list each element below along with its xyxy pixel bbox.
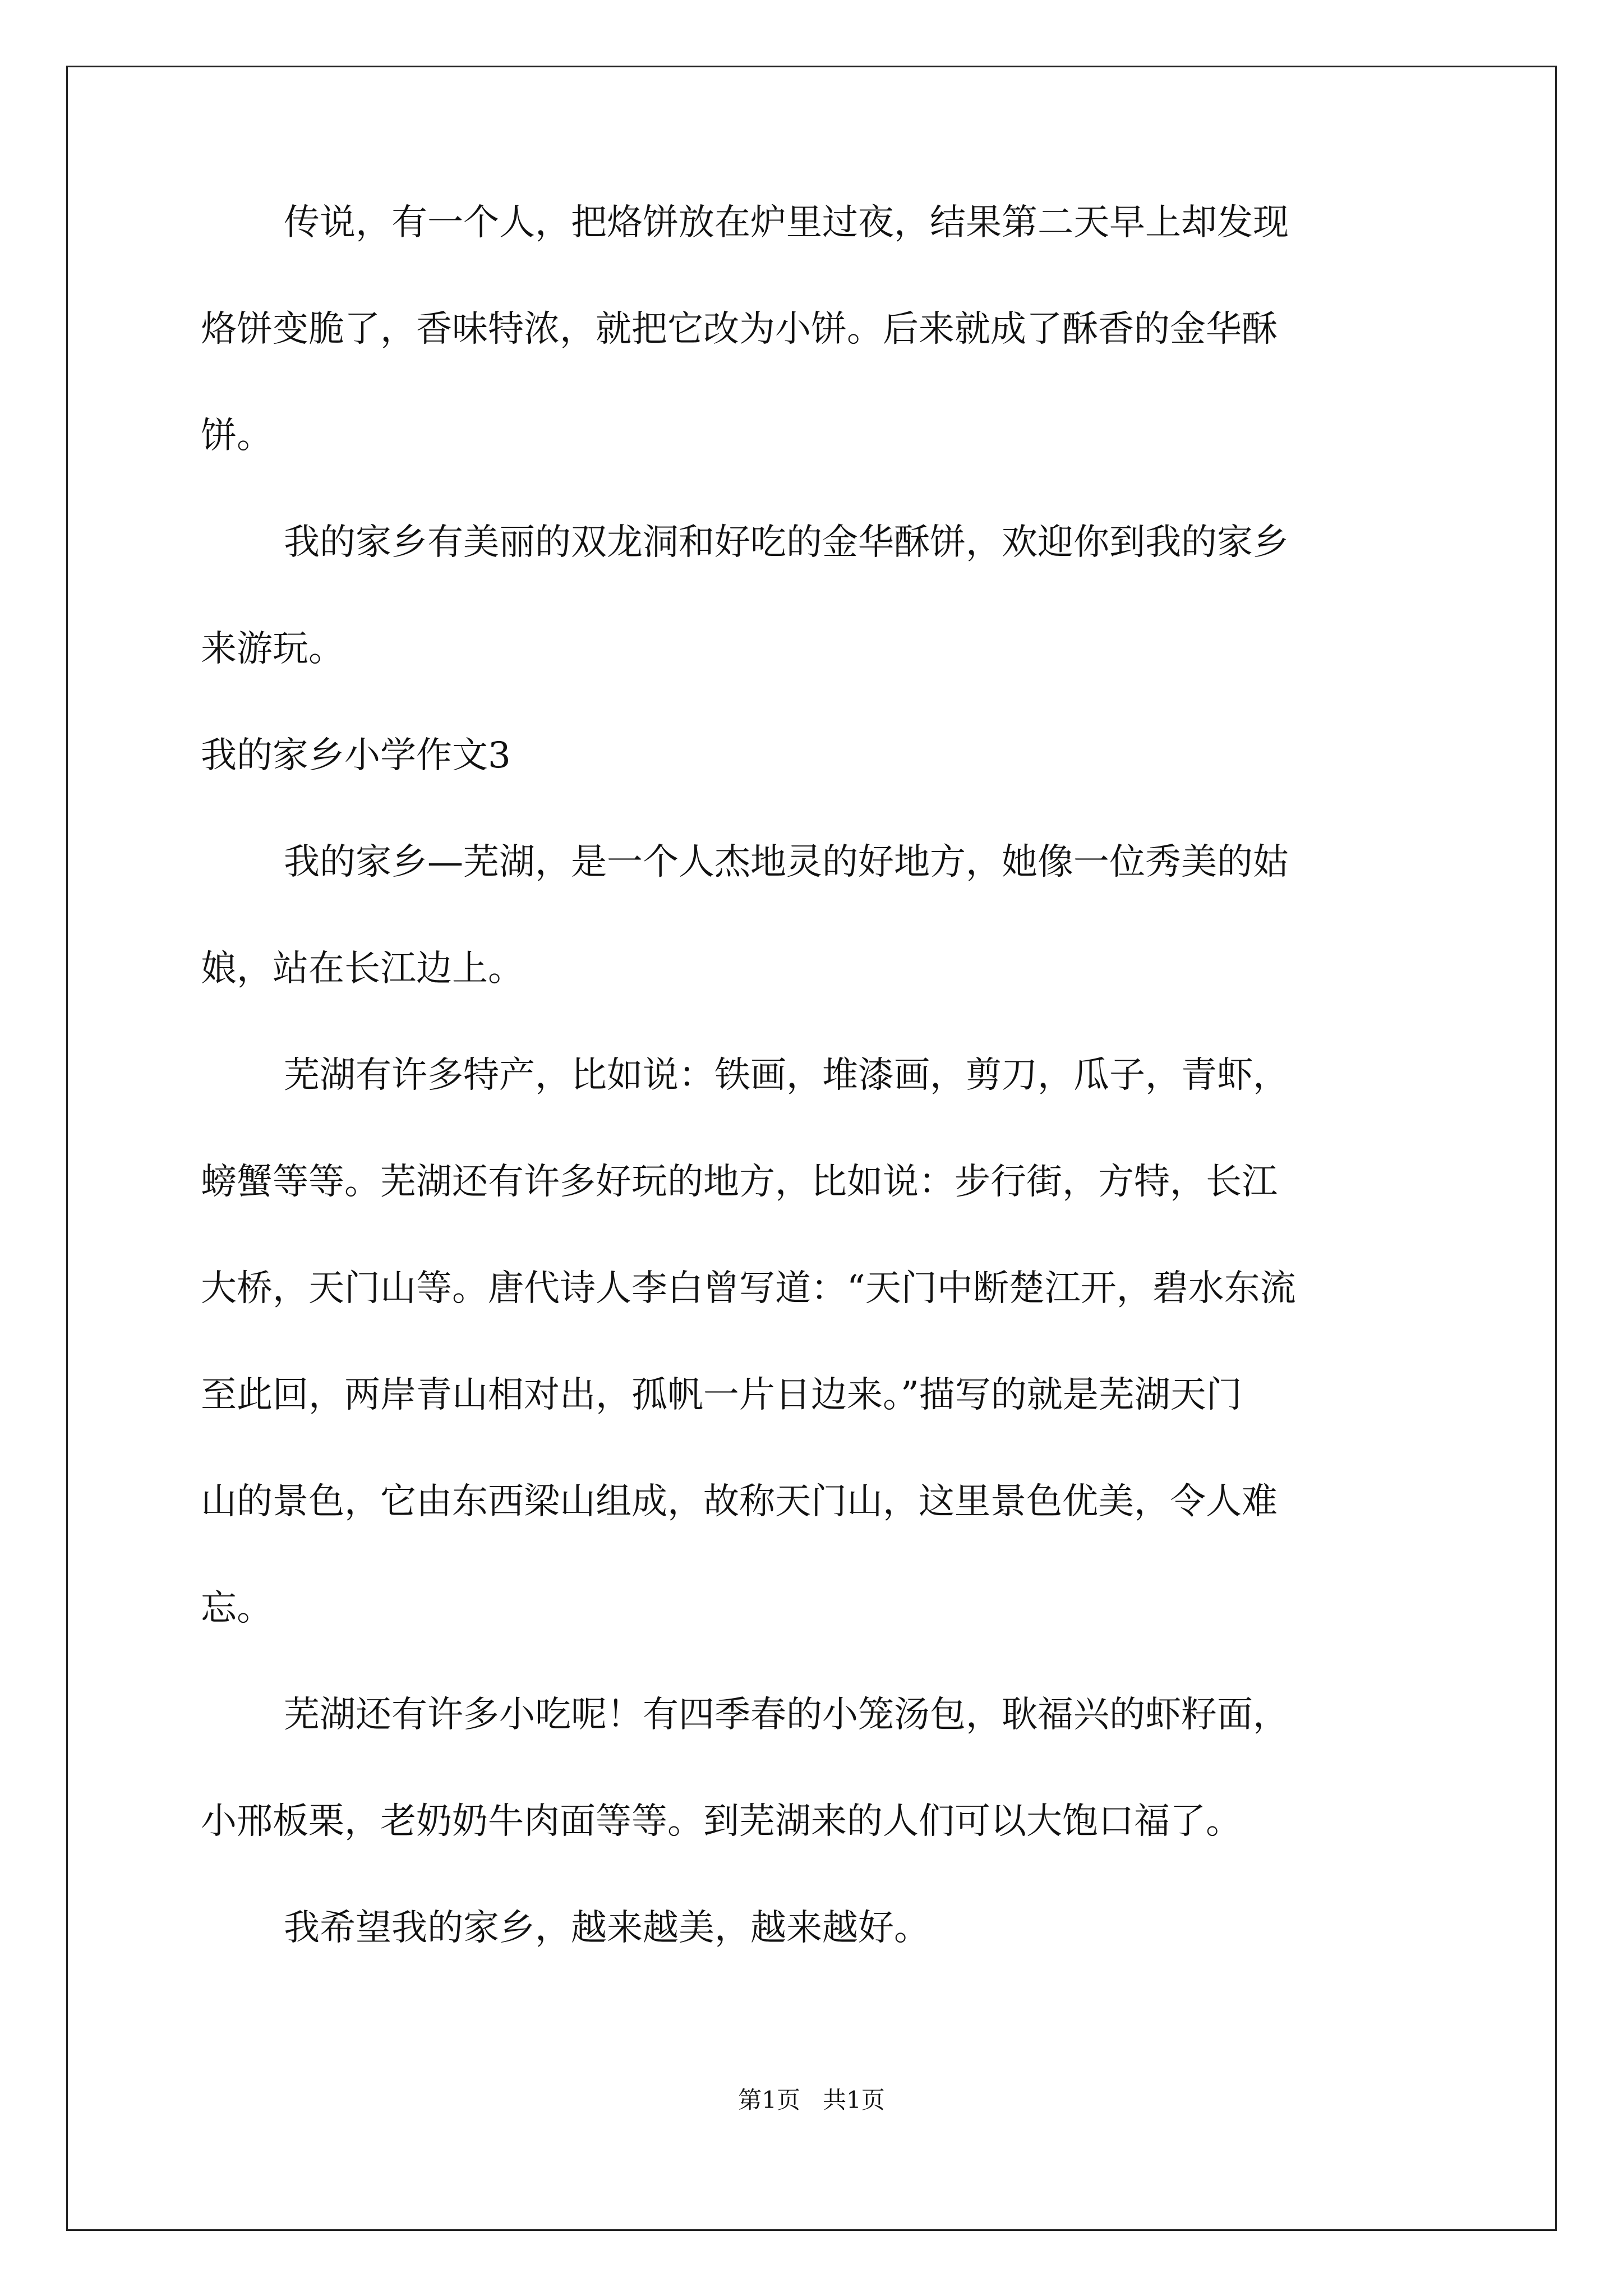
paragraph-line: 小邢板栗，老奶奶牛肉面等等。到芜湖来的人们可以大饱口福了。 bbox=[201, 1801, 1242, 1842]
page-total: 共1页 bbox=[823, 2086, 885, 2114]
paragraph-line: 传说，有一个人，把烙饼放在炉里过夜，结果第二天早上却发现 bbox=[284, 202, 1289, 243]
paragraph-line: 我的家乡—芜湖，是一个人杰地灵的好地方，她像一位秀美的姑 bbox=[284, 841, 1289, 883]
paragraph-line: 至此回，两岸青山相对出，孤帆一片日边来。”描写的就是芜湖天门 bbox=[201, 1374, 1242, 1416]
page-number: 第1页 bbox=[738, 2086, 800, 2114]
paragraph-line: 忘。 bbox=[201, 1588, 273, 1629]
paragraph-line: 烙饼变脆了，香味特浓，就把它改为小饼。后来就成了酥香的金华酥 bbox=[201, 309, 1278, 350]
paragraph-line: 芜湖还有许多小吃呢！有四季春的小笼汤包，耿福兴的虾籽面， bbox=[284, 1694, 1289, 1736]
page-frame bbox=[66, 66, 1557, 2231]
paragraph-line: 娘，站在长江边上。 bbox=[201, 948, 524, 990]
paragraph-line: 芜湖有许多特产，比如说：铁画，堆漆画，剪刀，瓜子，青虾， bbox=[284, 1055, 1289, 1096]
paragraph-line: 我希望我的家乡，越来越美，越来越好。 bbox=[284, 1907, 930, 1949]
paragraph-line: 饼。 bbox=[201, 415, 273, 457]
paragraph-line: 山的景色，它由东西梁山组成，故称天门山，这里景色优美，令人难 bbox=[201, 1481, 1278, 1522]
paragraph-line: 来游玩。 bbox=[201, 628, 344, 670]
paragraph-line: 螃蟹等等。芜湖还有许多好玩的地方，比如说：步行街，方特，长江 bbox=[201, 1161, 1278, 1203]
paragraph-line: 我的家乡有美丽的双龙洞和好吃的金华酥饼，欢迎你到我的家乡 bbox=[284, 522, 1289, 563]
section-heading: 我的家乡小学作文3 bbox=[201, 735, 511, 776]
paragraph-line: 大桥，天门山等。唐代诗人李白曾写道：“天门中断楚江开，碧水东流 bbox=[201, 1268, 1296, 1309]
page-footer bbox=[0, 2087, 1623, 2114]
